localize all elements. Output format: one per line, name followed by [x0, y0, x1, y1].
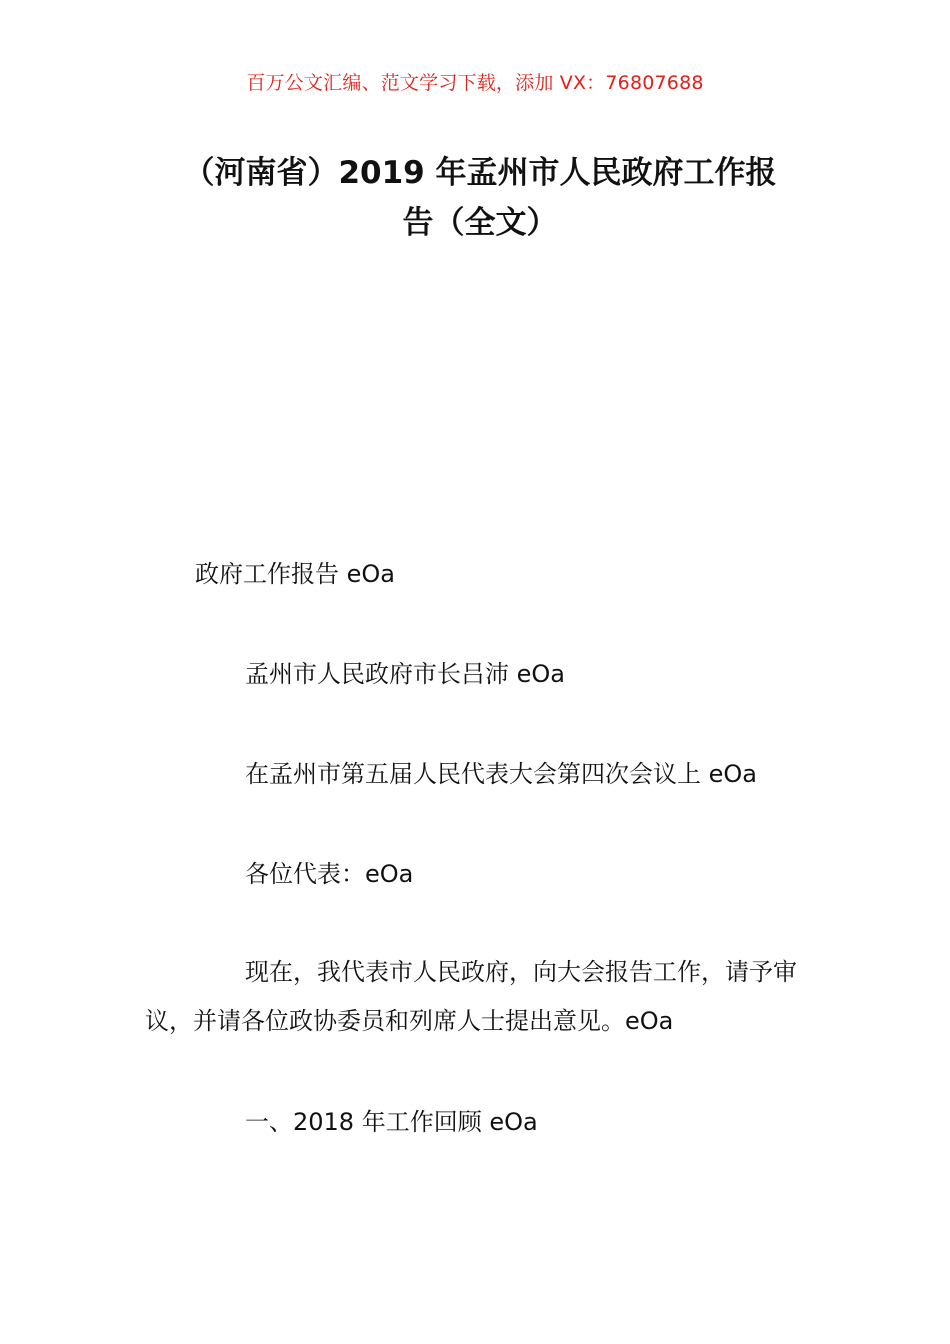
- intro-paragraph: 现在，我代表市人民政府，向大会报告工作，请予审议，并请各位政协委员和列席人士提出意见。eOa: [145, 958, 797, 1035]
- document-title: [140, 148, 820, 248]
- mayor-byline: 孟州市人民政府市长吕沛 eOa: [245, 660, 565, 688]
- title-line-1: （河南省）2019 年孟州市人民政府工作报: [183, 155, 777, 191]
- title-line-2: 告（全文）: [402, 205, 558, 241]
- section-heading: 一、2018 年工作回顾 eOa: [245, 1108, 538, 1136]
- report-heading: 政府工作报告 eOa: [195, 560, 395, 588]
- salutation: 各位代表：eOa: [245, 860, 414, 888]
- meeting-line: 在孟州市第五届人民代表大会第四次会议上 eOa: [245, 760, 757, 788]
- header-promo-note: 百万公文汇编、范文学习下载，添加 VX：76807688: [246, 72, 704, 94]
